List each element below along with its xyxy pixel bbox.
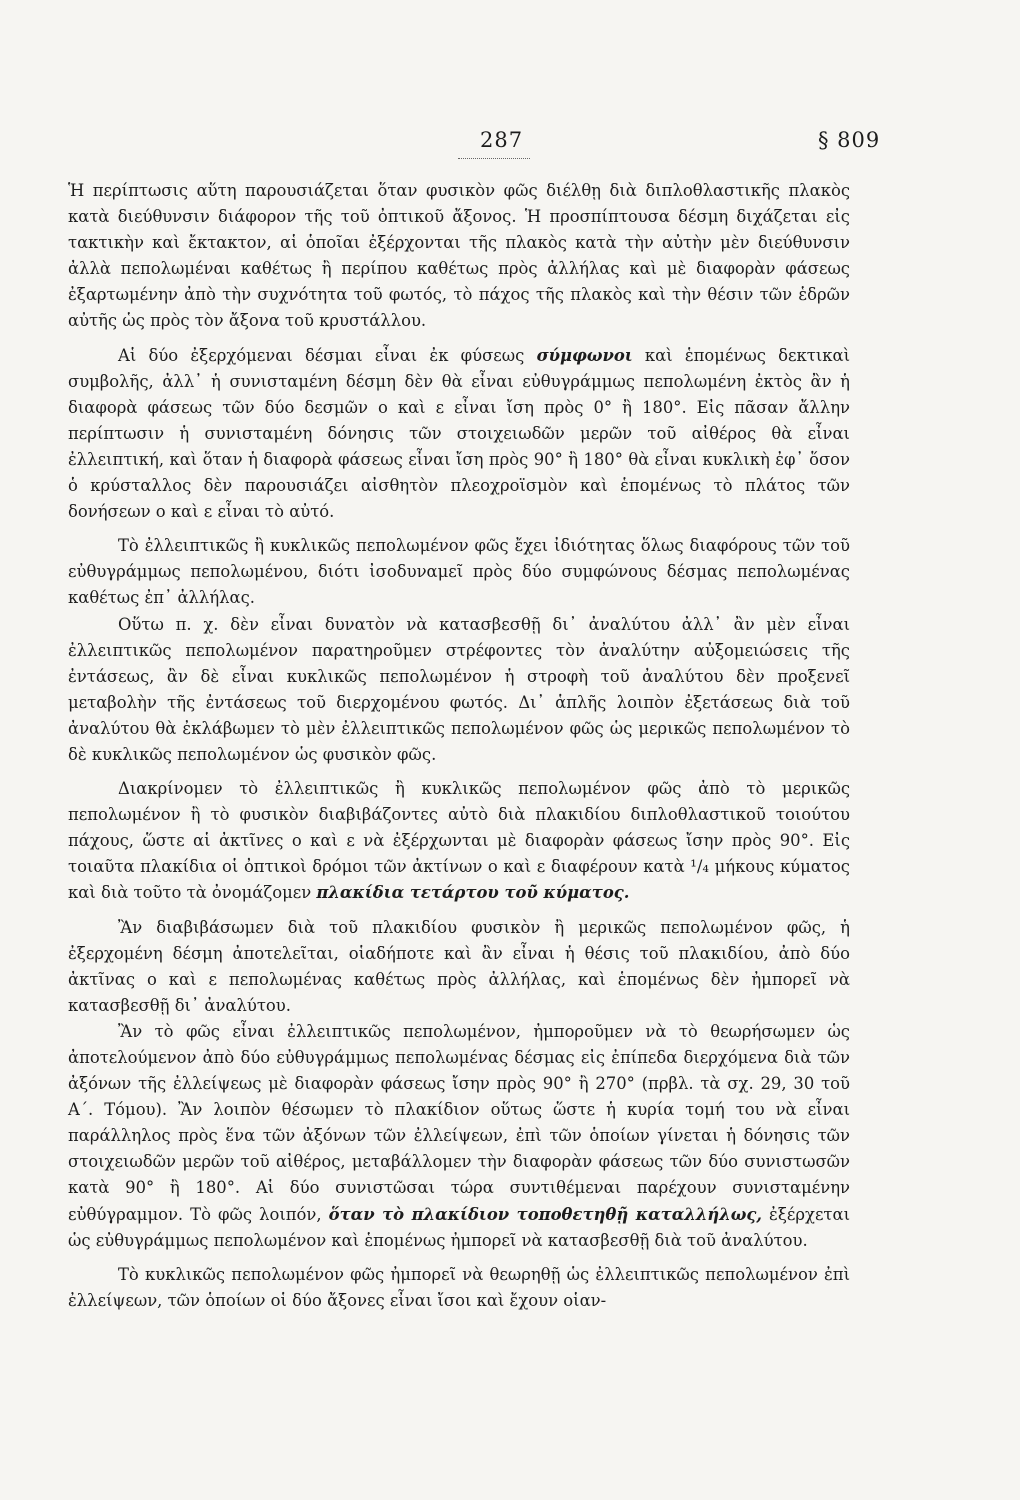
body-text: [68, 178, 850, 1322]
paragraph-3-text: Τὸ ἐλλειπτικῶς ἢ κυκλικῶς πεπολωμένον φῶς ἔχει ἰδιότητας ὅλως διαφόρους τῶν τοῦ εὐθυγράμμως πεπολωμένου, διότι ἰσοδυναμεῖ πρὸς δύο συμφώνους δέσμας πεπολωμένας καθέτως ἐπ᾽ ἀλλήλας.: [68, 536, 850, 608]
emphasis-term: σύμφωνοι: [536, 345, 633, 365]
paragraph-4: [68, 612, 850, 769]
emphasis-term: ὅταν τὸ πλακίδιον τοποθετηθῇ καταλλήλως,: [328, 1204, 763, 1224]
paragraph-7-text-b: ἐξέρχεται ὡς εὐθυγράμμως πεπολωμένον καὶ ἑπομένως ἠμπορεῖ νὰ κατασβεσθῇ διὰ τοῦ ἀναλύτου.: [68, 1204, 850, 1250]
page-number-underline: [458, 158, 530, 159]
emphasis-term: πλακίδια τετάρτου τοῦ κύματος.: [316, 883, 630, 903]
paragraph-6-text: Ἂν διαβιβάσωμεν διὰ τοῦ πλακιδίου φυσικὸν ἢ μερικῶς πεπολωμένον φῶς, ἡ ἐξερχομένη δέσμη ἀποτελεῖται, οἱαδήποτε καὶ ἂν εἶναι ἡ θέσις τοῦ πλακιδίου, ἀπὸ δύο ἀκτῖνας ο καὶ ε πεπολωμένας καθέτως πρὸς ἀλλήλας, καὶ ἑπομένως δὲν ἠμπορεῖ νὰ κατασβεσθῇ δι᾽ ἀναλύτου.: [68, 917, 850, 1015]
paragraph-2-text-a: Αἱ δύο ἐξερχόμεναι δέσμαι εἶναι ἐκ φύσεως: [118, 345, 537, 365]
paragraph-2-text-b: καὶ ἑπομένως δεκτικαὶ συμβολῆς, ἀλλ᾽ ἡ συνισταμένη δέσμη δὲν θὰ εἶναι εὐθυγράμμως πεπολωμένη ἐκτὸς ἂν ἡ διαφορὰ φάσεως τῶν δύο δεσμῶν ο καὶ ε εἶναι ἴση πρὸς 0° ἢ 180°. Εἰς πᾶσαν ἄλλην περίπτωσιν ἡ συνισταμένη δόνησις τῶν στοιχειωδῶν μερῶν τοῦ αἰθέρος θὰ εἶναι ἐλλειπτική, καὶ ὅταν ἡ διαφορὰ φάσεως εἶναι ἴση πρὸς 90° ἢ 180° θὰ εἶναι κυκλικὴ ἐφ᾽ ὅσον ὁ κρύσταλλος δὲν παρουσιάζει αἰσθητὸν πλεοχροϊσμὸν καὶ ἑπομένως τὸ πλάτος τῶν δονήσεων ο καὶ ε εἶναι τὸ αὐτό.: [68, 345, 850, 522]
paragraph-6: [68, 915, 850, 1019]
paragraph-7-text-a: Ἂν τὸ φῶς εἶναι ἐλλειπτικῶς πεπολωμένον, ἠμποροῦμεν νὰ τὸ θεωρήσωμεν ὡς ἀποτελούμενον ἀπὸ δύο εὐθυγράμμως πεπολωμένας δέσμας εἰς ἐπίπεδα διερχόμενα διὰ τῶν ἀξόνων τῆς ἐλλείψεως μὲ διαφορὰν φάσεως ἴσην πρὸς 90° ἢ 270° (πρβλ. τὰ σχ. 29, 30 τοῦ Α΄. Τόμου). Ἂν λοιπὸν θέσωμεν τὸ πλακίδιον οὕτως ὥστε ἡ κυρία τομή του νὰ εἶναι παράλληλος πρὸς ἕνα τῶν ἀξόνων τῶν ἐλλείψεων, ἐπὶ τῶν ὁποίων γίνεται ἡ δόνησις τῶν στοιχειωδῶν μερῶν τοῦ αἰθέρος, μεταβάλλομεν τὴν διαφορὰν φάσεως τῶν δύο συνιστωσῶν κατὰ 90° ἢ 180°. Αἱ δύο συνιστῶσαι τώρα συντιθέμεναι παρέχουν συνισταμένην εὐθύγραμμον. Τὸ φῶς λοιπόν,: [68, 1021, 850, 1224]
paragraph-8: [68, 1262, 850, 1314]
paragraph-5-text: Διακρίνομεν τὸ ἐλλειπτικῶς ἢ κυκλικῶς πεπολωμένον φῶς ἀπὸ τὸ μερικῶς πεπολωμένον ἢ τὸ φυσικὸν διαβιβάζοντες αὐτὸ διὰ πλακιδίου διπλοθλαστικοῦ τοιούτου πάχους, ὥστε αἱ ἀκτῖνες ο καὶ ε νὰ ἐξέρχωνται μὲ διαφορὰν φάσεως ἴσην πρὸς 90°. Εἰς τοιαῦτα πλακίδια οἱ ὀπτικοὶ δρόμοι τῶν ἀκτίνων ο καὶ ε διαφέρουν κατὰ ¹/₄ μήκους κύματος καὶ διὰ τοῦτο τὰ ὀνομάζομεν: [68, 779, 850, 903]
section-number: § 809: [818, 128, 881, 152]
paragraph-5: [68, 776, 850, 906]
page-header: [0, 128, 1020, 168]
paragraph-1: [68, 178, 850, 335]
paragraph-8-text: Τὸ κυκλικῶς πεπολωμένον φῶς ἠμπορεῖ νὰ θεωρηθῇ ὡς ἐλλειπτικῶς πεπολωμένον ἐπὶ ἐλλείψεων, τῶν ὁποίων οἱ δύο ἄξονες εἶναι ἴσοι καὶ ἔχουν οἱαν-: [68, 1264, 850, 1310]
paragraph-7: [68, 1019, 850, 1254]
paragraph-4-text: Οὕτω π. χ. δὲν εἶναι δυνατὸν νὰ κατασβεσθῇ δι᾽ ἀναλύτου ἀλλ᾽ ἂν μὲν εἶναι ἐλλειπτικῶς πεπολωμένον παρατηροῦμεν στρέφοντες τὸν ἀναλύτην αὐξομειώσεις τῆς ἐντάσεως, ἂν δὲ εἶναι κυκλικῶς πεπολωμένον ἡ στροφὴ τοῦ ἀναλύτου δὲν προξενεῖ μεταβολὴν τῆς ἐντάσεως τοῦ διερχομένου φωτός. Δι᾽ ἁπλῆς λοιπὸν ἐξετάσεως διὰ τοῦ ἀναλύτου θὰ ἐκλάβωμεν τὸ μὲν ἐλλειπτικῶς πεπολωμένον φῶς ὡς μερικῶς πεπολωμένον τὸ δὲ κυκλικῶς πεπολωμένον ὡς φυσικὸν φῶς.: [68, 614, 850, 764]
paragraph-3: [68, 533, 850, 611]
page-number: 287: [480, 128, 524, 152]
paragraph-1-text: Ἡ περίπτωσις αὕτη παρουσιάζεται ὅταν φυσικὸν φῶς διέλθῃ διὰ διπλοθλαστικῆς πλακὸς κατὰ διεύθυνσιν διάφορον τῆς τοῦ ὀπτικοῦ ἄξονος. Ἡ προσπίπτουσα δέσμη διχάζεται εἰς τακτικὴν καὶ ἔκτακτον, αἱ ὁποῖαι ἐξέρχονται τῆς πλακὸς κατὰ τὴν αὐτὴν μὲν διεύθυνσιν ἀλλὰ πεπολωμέναι καθέτως ἢ περίπου καθέτως πρὸς ἀλλήλας καὶ μὲ διαφορὰν φάσεως ἐξαρτωμένην ἀπὸ τὴν συχνότητα τοῦ φωτός, τὸ πάχος τῆς πλακὸς καὶ τὴν θέσιν τῶν ἑδρῶν αὐτῆς ὡς πρὸς τὸν ἄξονα τοῦ κρυστάλλου.: [68, 181, 850, 331]
paragraph-2: [68, 343, 850, 526]
